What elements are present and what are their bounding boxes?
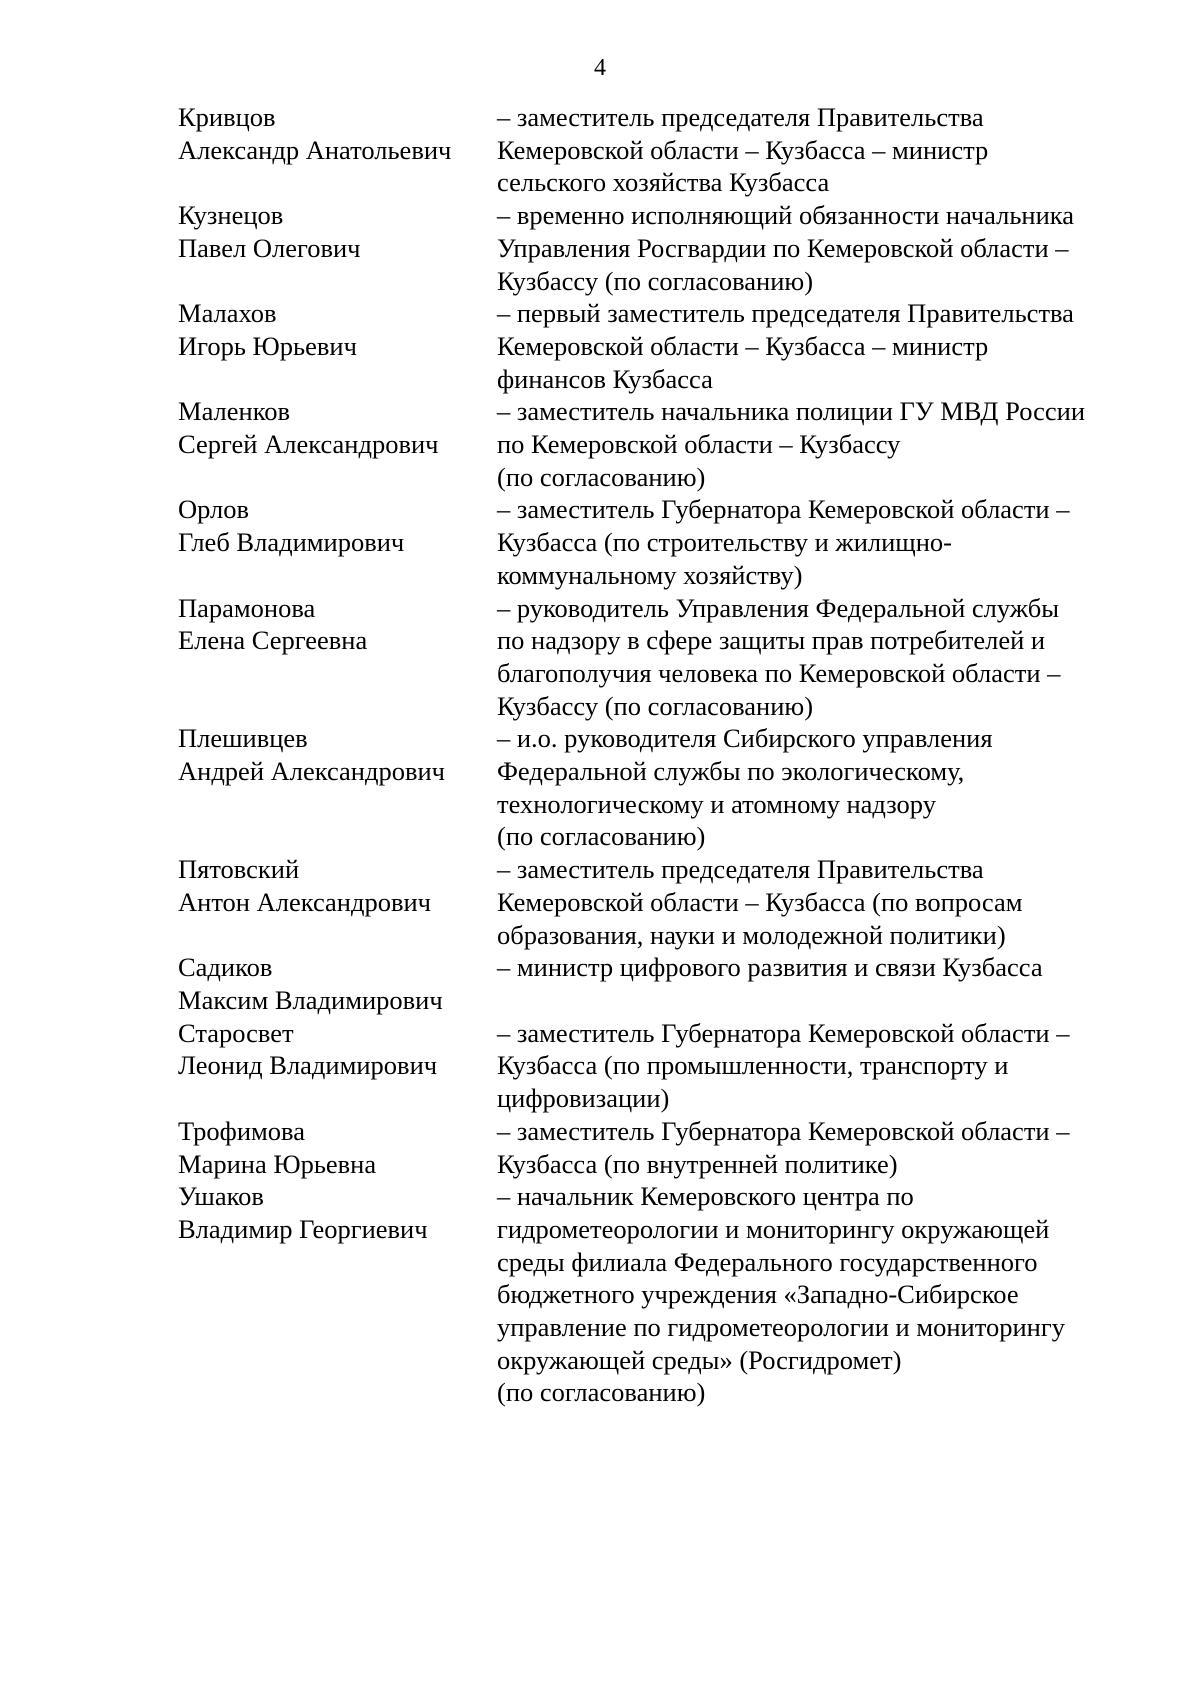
role-line: – заместитель Губернатора Кемеровской области – xyxy=(497,1115,1070,1146)
role-line: – заместитель председателя Правительства xyxy=(497,854,984,885)
role-line: управление по гидрометеорологии и мониторингу xyxy=(497,1312,1065,1343)
member-given-names: Антон Александрович xyxy=(178,886,431,917)
role-line: Кемеровской области – Кузбасса – министр xyxy=(497,134,989,165)
role-line: сельского хозяйства Кузбасса xyxy=(497,167,830,198)
member-name xyxy=(178,101,497,166)
member-entry xyxy=(178,493,1148,591)
member-entry xyxy=(178,722,1148,853)
member-entry xyxy=(178,592,1148,723)
role-line: – заместитель председателя Правительства xyxy=(497,102,984,132)
role-line: цифровизации) xyxy=(497,1083,670,1114)
member-given-names: Александр Анатольевич xyxy=(178,134,452,165)
role-line: финансов Кузбасса xyxy=(497,363,713,394)
role-line: – заместитель Губернатора Кемеровской области – xyxy=(497,1017,1070,1048)
member-entry xyxy=(178,297,1148,395)
role-line: Кемеровской области – Кузбасса – министр xyxy=(497,330,989,361)
member-surname: Маленков xyxy=(178,396,291,427)
member-surname: Ушаков xyxy=(178,1181,264,1212)
member-role xyxy=(497,722,1148,853)
page-number: 4 xyxy=(594,55,606,81)
member-surname: Орлов xyxy=(178,494,250,525)
role-line: Кузбассу (по согласованию) xyxy=(497,690,814,721)
member-entry xyxy=(178,199,1148,297)
role-line: Кузбассу (по согласованию) xyxy=(497,265,814,296)
member-surname: Кривцов xyxy=(178,102,276,132)
role-line: Кузбасса (по строительству и жилищно- xyxy=(497,527,952,558)
member-given-names: Глеб Владимирович xyxy=(178,527,405,558)
role-line: бюджетного учреждения «Западно-Сибирское xyxy=(497,1279,1019,1310)
member-surname: Пятовский xyxy=(178,854,300,885)
member-given-names: Владимир Георгиевич xyxy=(178,1213,428,1244)
member-name xyxy=(178,493,497,558)
role-line: коммунальному хозяйству) xyxy=(497,559,803,590)
member-role xyxy=(497,1017,1148,1115)
member-name xyxy=(178,853,497,918)
member-surname: Плешивцев xyxy=(178,723,308,754)
role-line: гидрометеорологии и мониторингу окружающей xyxy=(497,1213,1050,1244)
role-line: (по согласованию) xyxy=(497,1377,706,1408)
role-line: – временно исполняющий обязанности начальника xyxy=(497,200,1075,231)
member-role xyxy=(497,1180,1148,1409)
member-given-names: Павел Олегович xyxy=(178,232,361,263)
member-given-names: Андрей Александрович xyxy=(178,756,445,787)
member-surname: Кузнецов xyxy=(178,200,284,231)
member-entry xyxy=(178,101,1148,199)
role-line: окружающей среды» (Росгидромет) xyxy=(497,1344,902,1375)
member-entry xyxy=(178,853,1148,951)
role-line: Кузбасса (по промышленности, транспорту и xyxy=(497,1050,1009,1081)
role-line: благополучия человека по Кемеровской области – xyxy=(497,657,1061,688)
member-given-names: Елена Сергеевна xyxy=(178,625,368,656)
role-line: среды филиала Федерального государственного xyxy=(497,1246,1038,1277)
member-entry xyxy=(178,1115,1148,1180)
member-surname: Трофимова xyxy=(178,1115,305,1146)
member-given-names: Сергей Александрович xyxy=(178,429,439,460)
member-role xyxy=(497,395,1148,493)
member-entry xyxy=(178,1180,1148,1409)
member-name xyxy=(178,722,497,787)
member-name xyxy=(178,1180,497,1245)
role-line: – руководитель Управления Федеральной службы xyxy=(497,592,1060,623)
member-surname: Парамонова xyxy=(178,592,316,623)
role-line: – и.о. руководителя Сибирского управления xyxy=(497,723,993,754)
role-line: – заместитель Губернатора Кемеровской области – xyxy=(497,494,1070,525)
member-given-names: Игорь Юрьевич xyxy=(178,330,357,361)
member-role xyxy=(497,493,1148,591)
member-role xyxy=(497,101,1148,199)
member-name xyxy=(178,297,497,362)
member-role xyxy=(497,592,1148,723)
role-line: Федеральной службы по экологическому, xyxy=(497,756,965,787)
member-list xyxy=(178,101,1148,1409)
role-line: – заместитель начальника полиции ГУ МВД России xyxy=(497,396,1086,427)
member-role xyxy=(497,1115,1148,1180)
member-role xyxy=(497,951,1148,984)
member-given-names: Марина Юрьевна xyxy=(178,1148,377,1179)
member-surname: Садиков xyxy=(178,952,273,983)
member-role xyxy=(497,297,1148,395)
role-line: – первый заместитель председателя Правительства xyxy=(497,298,1074,329)
member-name xyxy=(178,951,497,1016)
member-surname: Старосвет xyxy=(178,1017,294,1048)
member-name xyxy=(178,395,497,460)
member-entry xyxy=(178,951,1148,1016)
member-entry xyxy=(178,395,1148,493)
role-line: – начальник Кемеровского центра по xyxy=(497,1181,914,1212)
role-line: технологическому и атомному надзору xyxy=(497,788,936,819)
role-line: – министр цифрового развития и связи Кузбасса xyxy=(497,952,1043,983)
role-line: Кемеровской области – Кузбасса (по вопросам xyxy=(497,886,1023,917)
member-entry xyxy=(178,1017,1148,1115)
role-line: (по согласованию) xyxy=(497,461,706,492)
role-line: образования, науки и молодежной политики) xyxy=(497,919,1006,950)
member-name xyxy=(178,199,497,264)
member-name xyxy=(178,1115,497,1180)
member-name xyxy=(178,1017,497,1082)
member-name xyxy=(178,592,497,657)
member-given-names: Максим Владимирович xyxy=(178,984,443,1015)
role-line: по Кемеровской области – Кузбассу xyxy=(497,429,901,460)
role-line: Кузбасса (по внутренней политике) xyxy=(497,1148,898,1179)
member-role xyxy=(497,853,1148,951)
member-role xyxy=(497,199,1148,297)
role-line: по надзору в сфере защиты прав потребителей и xyxy=(497,625,1046,656)
member-given-names: Леонид Владимирович xyxy=(178,1050,438,1081)
role-line: Управления Росгвардии по Кемеровской области – xyxy=(497,232,1069,263)
role-line: (по согласованию) xyxy=(497,821,706,852)
member-surname: Малахов xyxy=(178,298,277,329)
